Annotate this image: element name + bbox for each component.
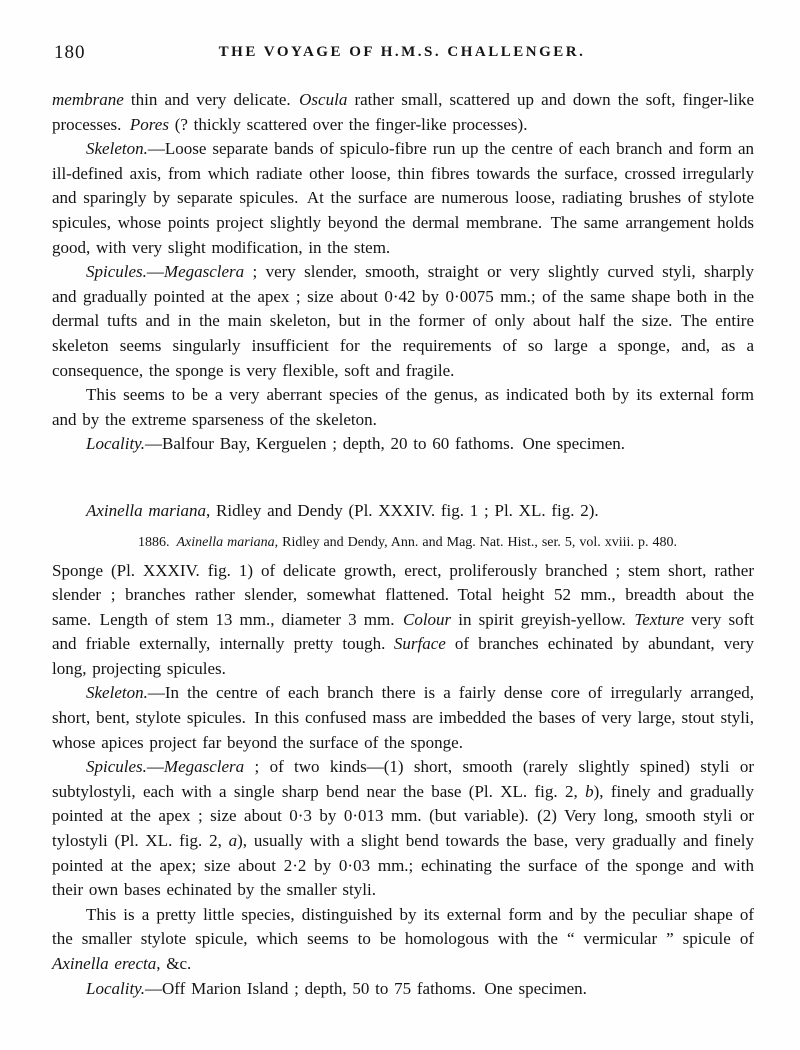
- text-segment: , Ridley and Dendy, Ann. and Mag. Nat. Hist., ser. 5, vol. xviii. p. 480.: [274, 534, 677, 550]
- text-segment: 1886.: [138, 534, 177, 550]
- text-segment: , &c.: [156, 954, 192, 973]
- italic-text-segment: Axinella mariana: [86, 500, 207, 520]
- italic-text-segment: Colour: [403, 609, 452, 629]
- text-segment: This is a pretty little species, distinguished by its external form and by the peculiar shape of the smaller stylote spicule, which seems to be homologous with the “ vermicular ” spicule of: [52, 904, 754, 949]
- italic-text-segment: a: [228, 831, 238, 851]
- page-body: [52, 88, 754, 1001]
- text-segment: rather small, scattered up and down the soft, finger-like processes.: [52, 90, 754, 134]
- text-segment: ), finely and gradually pointed at the apex ; size about 0·3 by 0·013 mm. (but variable). (2) Very long, smooth styli or tylostyli (Pl. XL. fig. 2,: [52, 781, 754, 851]
- paragraph-skeleton-halichondria: [52, 137, 754, 260]
- text-segment: —Loose separate bands of spiculo-fibre run up the centre of each branch and form an ill-defined axis, from which radiate other loose, thin fibres towards the surface, crossed irregularly and sparingly by separate spicules. At the surface are numerous loose, radiating brushes of stylote spicules, whose points project slightly beyond the dermal membrane. The same arrangement holds good, with very slight modification, in the stem.: [52, 139, 754, 257]
- paragraph-skeleton-axinella: [52, 681, 754, 755]
- text-segment: ; of two kinds—(1) short, smooth (rarely slightly spined) styli or subtylostyli, each with a single sharp bend near the base (Pl. XL. fig. 2,: [52, 757, 754, 801]
- text-segment: ), usually with a slight bend towards the base, very gradually and finely pointed at the apex; size about 2·2 by 0·03 mm.; echinating the surface of the sponge and with their own bases echinated by the smaller styli.: [52, 831, 754, 900]
- italic-text-segment: Pores: [129, 114, 169, 134]
- text-segment: ; very slender, smooth, straight or very slightly curved styli, sharply and gradually pointed at the apex ; size about 0·42 by 0·0075 mm.; of the same shape both in the dermal tufts and in the main skeleton, but in the former of only about half the size. The entire skeleton seems singularly insufficient for the requirements of so large a sponge, and, as a consequence, the sponge is very flexible, soft and fragile.: [52, 262, 754, 380]
- italic-text-segment: Texture: [634, 609, 685, 629]
- citation-1886: [52, 533, 754, 552]
- text-segment: —In the centre of each branch there is a fairly dense core of irregularly arranged, short, bent, stylote spicules. In this confused mass are imbedded the bases of very large, stout styli, whose apices project far beyond the surface of the sponge.: [52, 683, 754, 752]
- italic-text-segment: Megasclera: [163, 757, 245, 777]
- text-segment: in spirit greyish-yellow.: [451, 609, 635, 629]
- italic-text-segment: Spicules.: [86, 262, 147, 282]
- paragraph-aberrant-species: [52, 383, 754, 432]
- italic-text-segment: Locality.: [86, 434, 146, 454]
- italic-text-segment: Skeleton.: [86, 683, 148, 703]
- paragraph-locality-balfour-bay: [52, 432, 754, 457]
- paragraph-spicules-megasclera-1: [52, 260, 754, 383]
- page-header: [52, 42, 752, 66]
- text-segment: —: [146, 757, 164, 777]
- text-segment: (? thickly scattered over the finger-like processes).: [168, 114, 528, 134]
- text-segment: , Ridley and Dendy (Pl. XXXIV. fig. 1 ; Pl. XL. fig. 2).: [206, 500, 599, 520]
- italic-text-segment: Oscula: [299, 90, 348, 109]
- italic-text-segment: Spicules.: [86, 757, 147, 777]
- text-segment: thin and very delicate.: [123, 90, 300, 109]
- paragraph-locality-marion-island: [52, 977, 754, 1002]
- paragraph-pretty-little-species: [52, 903, 754, 977]
- italic-text-segment: Locality.: [86, 978, 146, 998]
- page-number: 180: [54, 42, 86, 63]
- italic-text-segment: Megasclera: [163, 262, 245, 282]
- paragraph-sponge-description: [52, 559, 754, 682]
- italic-text-segment: Axinella erecta: [52, 954, 157, 973]
- text-segment: Sponge (Pl. XXXIV. fig. 1) of delicate growth, erect, proliferously branched ; stem short, rather slender ; branches rather slender, somewhat flattened. Total height 52 mm., breadth about the same. Length of stem 13 mm., diameter 3 mm.: [52, 560, 754, 629]
- italic-text-segment: membrane: [52, 90, 124, 109]
- text-segment: —: [146, 262, 164, 282]
- italic-text-segment: Skeleton.: [86, 139, 148, 159]
- italic-text-segment: b: [585, 781, 594, 801]
- paragraph-spicules-megasclera-2: [52, 755, 754, 903]
- species-heading-axinella-mariana: [52, 499, 754, 524]
- text-segment: —Off Marion Island ; depth, 50 to 75 fathoms. One specimen.: [145, 978, 587, 998]
- text-segment: of branches echinated by abundant, very long, projecting spicules.: [52, 634, 754, 678]
- italic-text-segment: Axinella mariana: [176, 534, 275, 550]
- italic-text-segment: Surface: [393, 634, 446, 654]
- paragraph-membrane-oscula-pores: [52, 88, 754, 137]
- text-segment: This seems to be a very aberrant species of the genus, as indicated both by its external form and by the extreme sparseness of the skeleton.: [52, 385, 754, 429]
- text-segment: —Balfour Bay, Kerguelen ; depth, 20 to 60 fathoms. One specimen.: [145, 434, 625, 454]
- running-title: THE VOYAGE OF H.M.S. CHALLENGER.: [218, 44, 586, 60]
- text-segment: very soft and friable externally, internally pretty tough.: [52, 609, 754, 654]
